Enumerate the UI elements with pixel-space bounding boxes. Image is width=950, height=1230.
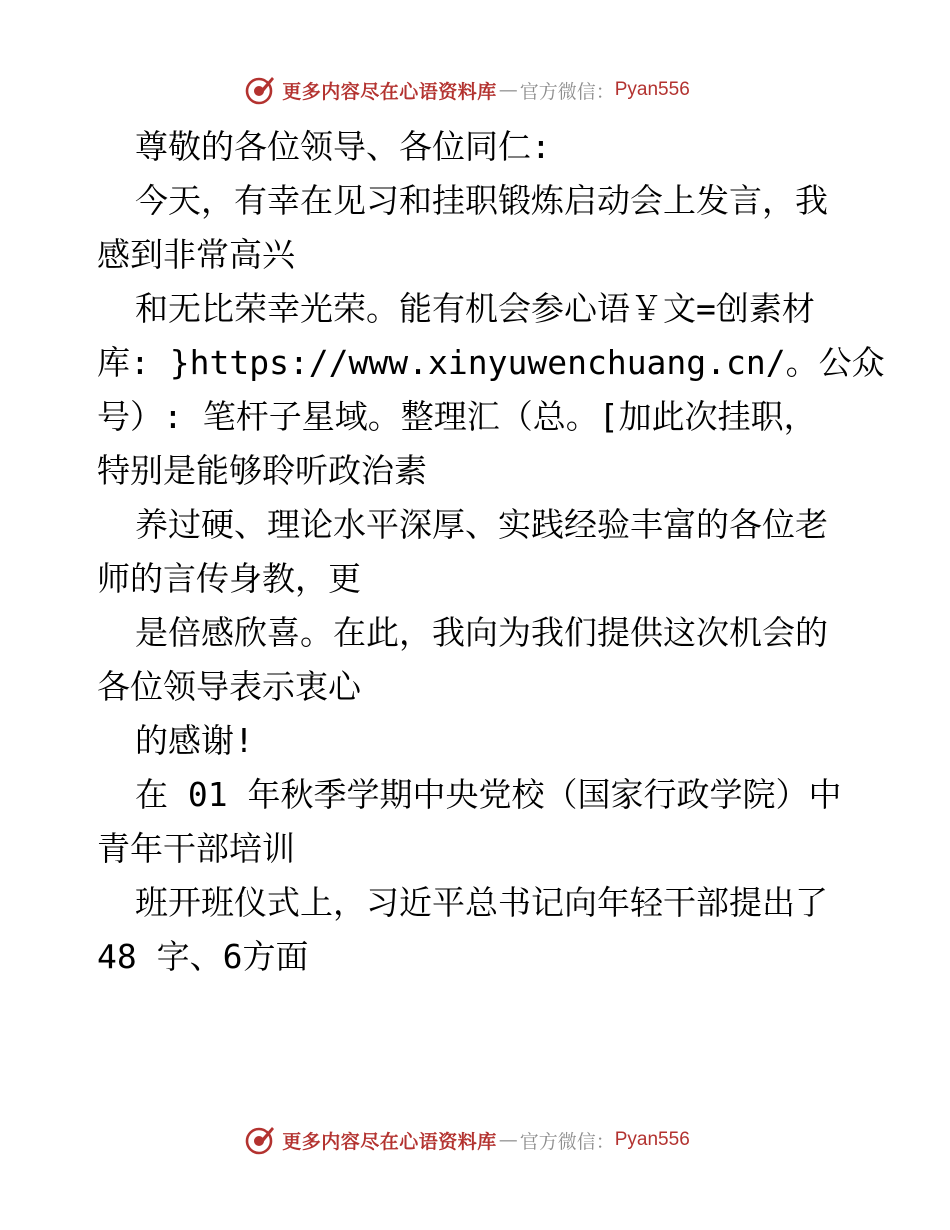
- text-line: 库: }https://www.xinyuwenchuang.cn/。公众: [97, 343, 885, 382]
- text-line: 48 字、6方面: [97, 937, 309, 976]
- text-line: 号）: 笔杆子星域。整理汇（总。[加此次挂职，: [97, 397, 817, 436]
- text-line: 在 01 年秋季学期中央党校（国家行政学院）中: [135, 775, 842, 814]
- text-line: 班开班仪式上，习近平总书记向年轻干部提出了: [135, 883, 828, 922]
- text-line: 青年干部培训: [97, 829, 295, 868]
- watermark-wechat-label: 官方微信：: [519, 80, 615, 103]
- watermark-wechat-id: Pyan556: [614, 1129, 690, 1150]
- watermark-site-text: 更多内容尽在心语资料库: [282, 80, 497, 103]
- quill-logo-icon: [244, 74, 276, 106]
- text-line: 是倍感欣喜。在此，我向为我们提供这次机会的: [135, 613, 828, 652]
- text-line: 师的言传身教，更: [97, 559, 361, 598]
- watermark-footer: [0, 1120, 950, 1160]
- watermark-wechat-label: 官方微信：: [519, 1130, 615, 1153]
- quill-logo-icon: [244, 1124, 276, 1156]
- text-line: 今天，有幸在见习和挂职锻炼启动会上发言，我: [135, 181, 828, 220]
- watermark-dash: —: [498, 1129, 518, 1151]
- watermark-dash: —: [498, 79, 518, 101]
- watermark-footer-inner: [244, 1124, 690, 1156]
- watermark-wechat-id: Pyan556: [614, 79, 690, 100]
- watermark-site-text: 更多内容尽在心语资料库: [282, 1130, 497, 1153]
- text-line: 尊敬的各位领导、各位同仁:: [135, 127, 551, 166]
- document-body: [97, 120, 885, 984]
- text-line: 感到非常高兴: [97, 235, 295, 274]
- watermark-header-inner: [244, 74, 690, 106]
- text-line: 各位领导表示衷心: [97, 667, 361, 706]
- text-line: 的感谢!: [135, 721, 254, 760]
- watermark-header: [0, 70, 950, 110]
- text-line: 养过硬、理论水平深厚、实践经验丰富的各位老: [135, 505, 828, 544]
- text-line: 和无比荣幸光荣。能有机会参心语￥文=创素材: [135, 289, 815, 328]
- text-line: 特别是能够聆听政治素: [97, 451, 427, 490]
